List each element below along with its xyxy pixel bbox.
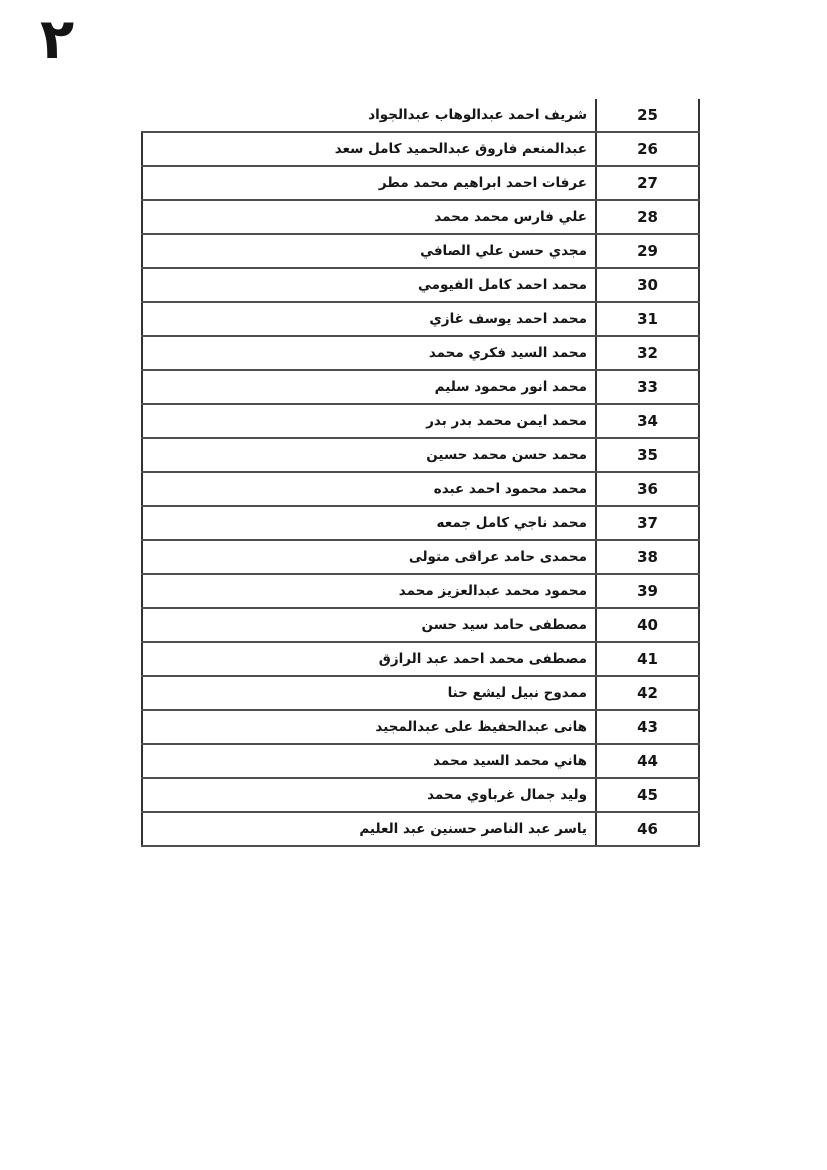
table-row (141, 745, 700, 779)
person-name-cell: محمد احمد كامل الفيومي (141, 269, 595, 301)
table-row (141, 99, 700, 133)
serial-number-cell: 35 (595, 439, 700, 471)
table-row (141, 541, 700, 575)
table-row (141, 405, 700, 439)
serial-number-cell: 38 (595, 541, 700, 573)
table-row (141, 609, 700, 643)
page-number: ٢ (40, 7, 75, 72)
serial-number-cell: 27 (595, 167, 700, 199)
person-name-cell: مجدي حسن علي الصافي (141, 235, 595, 267)
person-name-cell: ممدوح نبيل ليشع حنا (141, 677, 595, 709)
person-name-cell: عرفات احمد ابراهيم محمد مطر (141, 167, 595, 199)
person-name-cell: هاني محمد السيد محمد (141, 745, 595, 777)
person-name-cell: محمد محمود احمد عبده (141, 473, 595, 505)
person-name-cell: محمد السيد فكري محمد (141, 337, 595, 369)
table-row (141, 133, 700, 167)
table-row (141, 269, 700, 303)
person-name-cell: مصطفى محمد احمد عبد الرازق (141, 643, 595, 675)
person-name-cell: شريف احمد عبدالوهاب عبدالجواد (368, 107, 587, 123)
table-row (141, 507, 700, 541)
serial-number-cell: 28 (595, 201, 700, 233)
person-name-cell: محمد ايمن محمد بدر بدر (141, 405, 595, 437)
table-row (141, 711, 700, 745)
table-row (141, 201, 700, 235)
serial-number-cell: 25 (595, 99, 700, 131)
serial-number-cell: 39 (595, 575, 700, 607)
person-name-cell: محمد انور محمود سليم (141, 371, 595, 403)
table-row (141, 779, 700, 813)
table-row (141, 473, 700, 507)
person-name-cell: محمد ناجي كامل جمعه (141, 507, 595, 539)
table-row (141, 303, 700, 337)
serial-number-cell: 46 (595, 813, 700, 845)
person-name-cell: هانى عبدالحفيظ على عبدالمجيد (141, 711, 595, 743)
table-row (141, 643, 700, 677)
person-name-cell: مصطفى حامد سيد حسن (141, 609, 595, 641)
serial-number-cell: 37 (595, 507, 700, 539)
table-row (141, 167, 700, 201)
serial-number-cell: 32 (595, 337, 700, 369)
table-row (141, 813, 700, 847)
person-name-cell: محمود محمد عبدالعزيز محمد (141, 575, 595, 607)
serial-number-cell: 34 (595, 405, 700, 437)
person-name-cell: ياسر عبد الناصر حسنين عبد العليم (141, 813, 595, 845)
table-row (141, 677, 700, 711)
serial-number-cell: 30 (595, 269, 700, 301)
person-name-cell: عبدالمنعم فاروق عبدالحميد كامل سعد (141, 133, 595, 165)
serial-number-cell: 43 (595, 711, 700, 743)
serial-number-cell: 36 (595, 473, 700, 505)
person-name-cell: وليد جمال غرباوي محمد (141, 779, 595, 811)
serial-number-cell: 29 (595, 235, 700, 267)
person-name-cell: محمد احمد يوسف غازي (141, 303, 595, 335)
person-name-cell: علي فارس محمد محمد (141, 201, 595, 233)
person-name-cell: محمد حسن محمد حسين (141, 439, 595, 471)
serial-number-cell: 44 (595, 745, 700, 777)
serial-number-cell: 42 (595, 677, 700, 709)
serial-number-cell: 31 (595, 303, 700, 335)
table-row (141, 439, 700, 473)
table-row (141, 337, 700, 371)
serial-number-cell: 41 (595, 643, 700, 675)
table-row (141, 575, 700, 609)
serial-number-cell: 33 (595, 371, 700, 403)
names-roster-table (141, 99, 700, 847)
table-row (141, 235, 700, 269)
table-row (141, 371, 700, 405)
person-name-cell: محمدى حامد عراقى متولى (141, 541, 595, 573)
serial-number-cell: 40 (595, 609, 700, 641)
serial-number-cell: 45 (595, 779, 700, 811)
serial-number-cell: 26 (595, 133, 700, 165)
